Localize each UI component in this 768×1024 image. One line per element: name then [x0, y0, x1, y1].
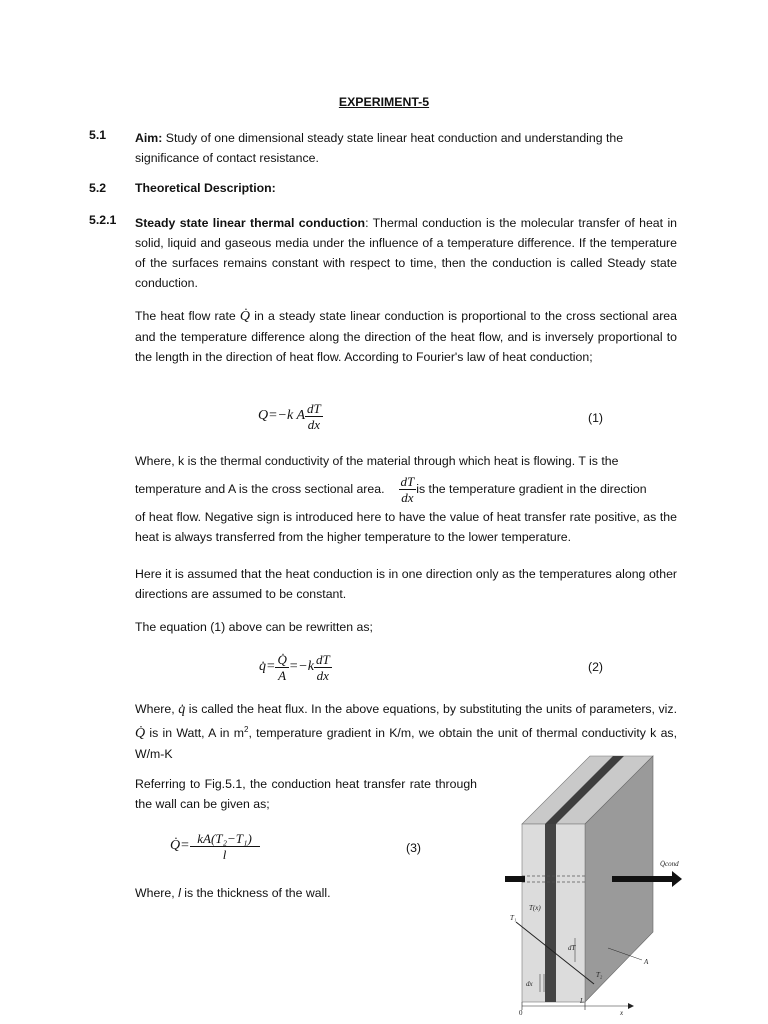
gradient-denominator: dx [401, 489, 414, 505]
heat-arrow-right-shaft [612, 876, 672, 882]
heat-flux-text-c: is in Watt, A in m [145, 726, 245, 741]
equation-3 [170, 826, 260, 866]
section-number-5-2-1: 5.2.1 [89, 213, 117, 227]
equation-1-numerator: dT [307, 400, 321, 416]
q-flux-symbol: q̇ [178, 702, 186, 717]
gradient-numerator: dT [400, 473, 415, 489]
aim-paragraph [135, 128, 695, 168]
equation-2-lhs: q̇= [259, 659, 276, 674]
equation-2-label: (2) [588, 660, 604, 674]
steady-state-paragraph [135, 213, 677, 293]
where-k-paragraph [135, 451, 677, 547]
section-number-5-2: 5.2 [89, 181, 107, 195]
equation-2-f2-numerator: dT [315, 651, 330, 667]
l-symbol: l [178, 886, 181, 900]
where-k-text-c: is the temperature gradient in the direction [416, 482, 647, 496]
gradient-fraction [399, 474, 417, 505]
heat-flux-text-a: Where, [135, 702, 179, 716]
aim-label: Aim: [135, 131, 163, 145]
equation-1-lhs: Q=−k A [258, 408, 306, 423]
axis-x-label: x [620, 1009, 624, 1016]
equation-1-fraction [305, 401, 323, 432]
area-label: A [644, 958, 649, 966]
where-k-line2 [135, 471, 677, 507]
where-k-text-d: of heat flow. Negative sign is introduced here to have the value of heat transfer rate positive, as the heat is always transferred from the higher temperature to the lower temperature. [135, 510, 677, 544]
plane-wall-figure [500, 752, 695, 1016]
equation-2-f1-numerator: Q̇ [277, 651, 287, 667]
axis-zero-label: 0 [519, 1009, 523, 1016]
aim-text-line2: significance of contact resistance. [135, 151, 319, 165]
wall-thickness-paragraph [135, 883, 330, 903]
section-number-5-1: 5.1 [89, 128, 107, 142]
heat-flow-paragraph [135, 306, 677, 367]
wall-thickness-text-a: Where, [135, 886, 179, 900]
steady-state-text: : Thermal conduction is the molecular transfer of heat in solid, liquid and gaseous media under the influence of a temperature difference. If the temperature of the surfaces remains constant with respect to time, then the conduction is called Steady state conduction. [135, 216, 678, 290]
heat-flow-text-b: in a steady state linear conduction is proportional to the cross sectional area and the temperature difference along the direction of the heat flow, and is inversely proportional to the length in the direction of heat flow. According to Fourier's law of heat conduction; [135, 309, 677, 364]
tx-label: T(x) [529, 904, 541, 912]
heat-flux-text-d: , temperature gradient in K/m, we obtain the unit of thermal conductivity k as, W/m-K [135, 726, 677, 762]
where-k-line1: Where, k is the thermal conductivity of the material through which heat is flowing. T is the [135, 454, 619, 468]
dx-label: dx [526, 980, 533, 988]
t1-label: T₁ [510, 914, 517, 922]
one-direction-paragraph: Here it is assumed that the heat conduction is in one direction only as the temperatures along other directions are assumed to be constant. [135, 567, 677, 601]
heat-arrow-head [672, 871, 682, 887]
q-dot-symbol-2: Q̇ [135, 726, 146, 742]
equation-3-label: (3) [406, 841, 422, 855]
equation-2 [259, 648, 332, 686]
equation-3-lhs: Q̇= [170, 838, 190, 853]
equation-2-f1-denominator: A [278, 667, 287, 683]
heat-arrow-left-shaft [505, 876, 525, 882]
equation-3-numerator: kA(T₂−T₁) [190, 831, 260, 847]
referring-paragraph: Referring to Fig.5.1, the conduction heat transfer rate through the wall can be given as; [135, 777, 477, 811]
steady-state-label: Steady state linear thermal conduction [135, 216, 366, 230]
rewrite-paragraph: The equation (1) above can be rewritten as; [135, 620, 373, 634]
q-dot-symbol: Q̇ [239, 309, 251, 324]
aim-text-line1: Study of one dimensional steady state linear heat conduction and understanding the [162, 131, 624, 145]
where-k-text-b: temperature and A is the cross sectional area. [135, 482, 385, 496]
experiment-title: EXPERIMENT-5 [338, 95, 430, 109]
wall-thickness-text-b: is the thickness of the wall. [180, 886, 331, 900]
theoretical-description-heading: Theoretical Description: [135, 181, 276, 195]
x-axis-arrowhead [628, 1003, 634, 1009]
equation-1-denominator: dx [307, 416, 321, 432]
axis-l-label: L [580, 997, 584, 1005]
wall-stripe [545, 824, 556, 1002]
equation-1 [258, 398, 323, 434]
dt-label: dT [568, 944, 576, 952]
heat-flux-text-b: is called the heat flux. In the above equations, by substituting the units of parameters, viz. [185, 702, 677, 716]
equation-1-label: (1) [588, 411, 604, 425]
heat-flow-text-a: The heat flow rate [135, 309, 240, 323]
equation-3-denominator: l [222, 846, 227, 862]
squared-superscript: 2 [244, 725, 249, 734]
equation-3-fraction [190, 831, 260, 862]
equation-2-f2-denominator: dx [316, 667, 329, 683]
equation-2-fraction-2 [314, 652, 332, 683]
equation-2-fraction-1 [275, 652, 288, 683]
q-cond-label: Q̇cond [660, 860, 679, 868]
t2-label: T₂ [596, 971, 603, 979]
equation-2-mid: =−k [288, 659, 314, 674]
